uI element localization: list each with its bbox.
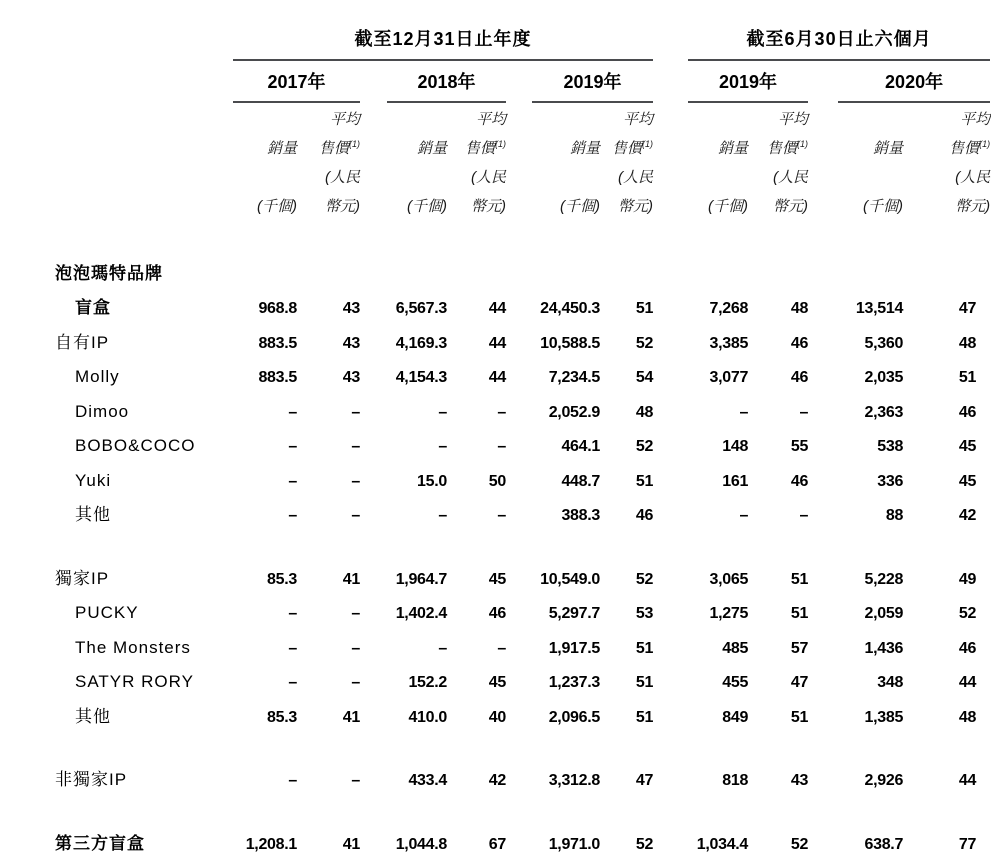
- price-column-header: 平均 售價$^{(1)}$ (人民 幣元): [612, 111, 654, 215]
- column-gap: [506, 391, 532, 426]
- value-cell: 485: [722, 639, 749, 657]
- value-cell: –: [351, 507, 360, 524]
- row-label: Molly: [75, 367, 120, 386]
- table-row: [55, 593, 990, 628]
- value-cell: –: [799, 403, 809, 421]
- column-gap: [653, 662, 688, 697]
- price-column-header: 平均 售價$^{(1)}$ (人民 幣元): [464, 111, 506, 215]
- column-gap: [653, 495, 688, 530]
- value-cell: 2,035: [864, 369, 904, 386]
- row-label: 第三方盲盒: [55, 833, 145, 853]
- value-cell: 15.0: [417, 472, 447, 490]
- value-cell: 51: [635, 300, 654, 317]
- value-cell: 52: [790, 835, 809, 853]
- spacer-cell: [55, 794, 990, 823]
- column-gap: [808, 357, 838, 392]
- value-cell: 49: [958, 570, 977, 588]
- value-cell: 51: [790, 605, 809, 622]
- value-cell: 7,268: [709, 300, 749, 317]
- value-cell: –: [288, 507, 297, 524]
- column-gap: [506, 60, 532, 102]
- value-cell: 54: [635, 369, 654, 386]
- price-column-header: 平均 售價$^{(1)}$ (人民 幣元): [318, 111, 360, 215]
- value-cell: 148: [722, 438, 749, 455]
- value-cell: 46: [958, 403, 977, 421]
- value-cell: 7,234.5: [548, 369, 600, 386]
- value-cell: 48: [958, 708, 977, 726]
- value-cell: 13,514: [855, 300, 904, 317]
- column-gap: [808, 627, 838, 662]
- volume-column-header: 銷量 (千個): [257, 140, 297, 215]
- price-column-header: 平均 售價$^{(1)}$ (人民 幣元): [949, 111, 991, 215]
- value-cell: 1,034.4: [696, 835, 749, 853]
- table-row: [55, 288, 990, 323]
- value-cell: 48: [635, 403, 654, 421]
- value-cell: [297, 253, 360, 288]
- value-cell: 448.7: [561, 472, 600, 490]
- column-gap: [506, 426, 532, 461]
- column-gap: [360, 627, 387, 662]
- row-label: Yuki: [75, 470, 112, 490]
- value-cell: –: [351, 403, 360, 421]
- table-row: [55, 426, 990, 461]
- value-cell: 46: [790, 369, 809, 386]
- group-gap: [653, 102, 688, 221]
- value-cell: 52: [635, 334, 654, 352]
- column-gap: [506, 593, 532, 628]
- value-cell: –: [351, 605, 360, 622]
- value-cell: [447, 253, 506, 288]
- value-cell: 968.8: [258, 300, 297, 317]
- footnote-marker: (1): [979, 139, 991, 149]
- value-cell: [532, 253, 600, 288]
- column-gap: [360, 391, 387, 426]
- value-cell: 46: [790, 334, 809, 352]
- value-cell: 44: [958, 674, 977, 691]
- value-cell: 45: [958, 438, 977, 455]
- value-cell: 2,363: [864, 403, 904, 421]
- column-gap: [506, 627, 532, 662]
- value-cell: 51: [635, 708, 654, 726]
- column-gap: [506, 558, 532, 593]
- value-cell: 47: [790, 674, 809, 691]
- row-label: 非獨家IP: [55, 770, 128, 789]
- value-cell: 2,052.9: [548, 403, 600, 421]
- column-gap: [360, 322, 387, 357]
- value-cell: 48: [790, 300, 809, 317]
- value-cell: 10,549.0: [540, 570, 600, 588]
- value-cell: 43: [342, 369, 360, 386]
- value-cell: 433.4: [408, 772, 447, 789]
- value-cell: 43: [342, 334, 360, 352]
- column-gap: [808, 102, 838, 221]
- value-cell: 6,567.3: [395, 300, 447, 317]
- value-cell: 48: [958, 334, 977, 352]
- value-cell: 1,237.3: [548, 674, 600, 691]
- value-cell: 1,402.4: [395, 605, 447, 622]
- value-cell: 53: [635, 605, 654, 622]
- column-gap: [360, 495, 387, 530]
- row-label: BOBO&COCO: [75, 436, 196, 455]
- value-cell: 41: [342, 708, 360, 726]
- spacer-cell: [55, 529, 990, 558]
- row-label: 其他: [75, 706, 111, 726]
- value-cell: 52: [958, 605, 977, 622]
- column-gap: [360, 253, 387, 288]
- column-gap: [808, 253, 838, 288]
- value-cell: 42: [488, 772, 506, 789]
- value-cell: 161: [722, 472, 749, 490]
- value-cell: –: [351, 438, 360, 455]
- value-cell: 849: [722, 708, 749, 726]
- table-row: [55, 460, 990, 495]
- column-gap: [506, 357, 532, 392]
- column-gap: [653, 823, 688, 858]
- value-cell: 1,385: [864, 708, 904, 726]
- column-gap: [808, 495, 838, 530]
- row-label: 泡泡瑪特品牌: [55, 263, 163, 283]
- value-cell: –: [351, 674, 360, 691]
- prospectus-page: [0, 18, 991, 853]
- table-row: [55, 760, 990, 795]
- table-row: [55, 627, 990, 662]
- value-cell: –: [497, 507, 506, 524]
- column-gap: [653, 322, 688, 357]
- label-column-spacer: [55, 60, 233, 102]
- value-cell: 43: [342, 300, 360, 317]
- value-cell: 51: [790, 708, 809, 726]
- value-cell: 46: [790, 472, 809, 490]
- value-cell: –: [799, 507, 809, 524]
- column-gap: [506, 696, 532, 731]
- value-cell: [600, 253, 653, 288]
- group-gap: [653, 18, 688, 60]
- value-cell: –: [351, 639, 360, 657]
- price-column-header: 平均 售價$^{(1)}$ (人民 幣元): [767, 111, 809, 215]
- year-header-2017: 2017年: [233, 60, 360, 102]
- column-gap: [506, 823, 532, 858]
- value-cell: –: [288, 438, 297, 455]
- footnote-marker: (1): [495, 139, 506, 149]
- value-cell: [688, 253, 748, 288]
- column-gap: [653, 391, 688, 426]
- value-cell: 44: [958, 772, 977, 789]
- group-gap: [653, 60, 688, 102]
- value-cell: 4,154.3: [395, 369, 447, 386]
- column-gap: [808, 696, 838, 731]
- column-gap: [653, 627, 688, 662]
- table-row: [55, 696, 990, 731]
- row-label: Dimoo: [75, 401, 130, 421]
- value-cell: 1,917.5: [548, 639, 600, 657]
- value-cell: 348: [877, 674, 904, 691]
- value-cell: 3,077: [709, 369, 749, 386]
- column-gap: [506, 760, 532, 795]
- value-cell: 51: [958, 369, 977, 386]
- table-row: [55, 662, 990, 697]
- column-gap: [506, 460, 532, 495]
- value-cell: [903, 253, 990, 288]
- column-gap: [653, 357, 688, 392]
- value-cell: 40: [488, 708, 506, 726]
- value-cell: 3,385: [709, 334, 749, 352]
- value-cell: 44: [488, 334, 506, 352]
- value-cell: 41: [342, 835, 360, 853]
- value-cell: 44: [488, 300, 506, 317]
- footnote-marker: (1): [642, 139, 654, 149]
- value-cell: –: [438, 639, 447, 657]
- year-header-2019-interim: 2019年: [688, 60, 808, 102]
- table-row: [55, 253, 990, 288]
- value-cell: –: [351, 472, 360, 490]
- period-group-header-row: [55, 18, 990, 60]
- value-cell: 388.3: [561, 507, 600, 524]
- value-cell: 85.3: [267, 708, 297, 726]
- value-cell: 4,169.3: [395, 334, 447, 352]
- column-gap: [653, 288, 688, 323]
- value-cell: 3,312.8: [548, 772, 600, 789]
- year-header-2018: 2018年: [387, 60, 506, 102]
- value-cell: 77: [958, 835, 977, 853]
- value-cell: –: [438, 403, 447, 421]
- value-cell: 45: [488, 570, 506, 588]
- table-row: [55, 357, 990, 392]
- value-cell: 1,436: [864, 639, 904, 657]
- column-gap: [653, 593, 688, 628]
- value-cell: –: [739, 403, 749, 421]
- value-cell: 46: [958, 639, 977, 657]
- row-label: The Monsters: [75, 637, 191, 657]
- value-cell: 51: [635, 639, 654, 657]
- table-row: [55, 391, 990, 426]
- header-body-gap: [55, 221, 990, 253]
- value-cell: 67: [488, 835, 506, 853]
- value-cell: 52: [635, 570, 654, 588]
- label-column-spacer: [55, 102, 233, 221]
- row-label: 盲盒: [75, 298, 111, 317]
- column-gap: [808, 760, 838, 795]
- value-cell: 47: [958, 300, 977, 317]
- value-cell: 50: [488, 472, 506, 490]
- column-gap: [506, 288, 532, 323]
- row-label: 自有IP: [55, 332, 110, 352]
- table-row: [55, 322, 990, 357]
- row-label: PUCKY: [75, 603, 139, 622]
- value-cell: 43: [790, 772, 809, 789]
- year-header-2020-interim: 2020年: [838, 60, 990, 102]
- column-gap: [808, 288, 838, 323]
- column-gap: [808, 391, 838, 426]
- value-cell: –: [288, 639, 297, 657]
- value-cell: [233, 253, 297, 288]
- row-label: SATYR RORY: [75, 672, 194, 691]
- value-cell: 1,208.1: [245, 835, 297, 853]
- value-cell: 336: [877, 472, 904, 490]
- value-cell: 51: [790, 570, 809, 588]
- value-cell: 883.5: [258, 369, 297, 386]
- column-gap: [808, 593, 838, 628]
- row-label: 其他: [75, 505, 111, 524]
- value-cell: 45: [488, 674, 506, 691]
- column-gap: [506, 495, 532, 530]
- spacer-cell: [55, 731, 990, 760]
- column-gap: [360, 696, 387, 731]
- footnote-marker: (1): [797, 139, 809, 149]
- value-cell: 410.0: [408, 708, 447, 726]
- value-cell: –: [497, 403, 506, 421]
- column-gap: [360, 102, 387, 221]
- value-cell: –: [438, 438, 447, 455]
- value-cell: 2,059: [864, 605, 904, 622]
- value-cell: –: [497, 639, 506, 657]
- table-body: [55, 253, 990, 858]
- value-cell: 464.1: [561, 438, 600, 455]
- value-cell: 1,971.0: [548, 835, 600, 853]
- sales-volume-asp-table: [55, 18, 990, 858]
- value-cell: –: [288, 472, 297, 490]
- column-gap: [808, 823, 838, 858]
- value-cell: 47: [635, 772, 654, 789]
- column-gap: [506, 662, 532, 697]
- value-cell: 57: [790, 639, 809, 657]
- table-row: [55, 823, 990, 858]
- value-cell: [387, 253, 447, 288]
- value-cell: 51: [635, 472, 654, 490]
- value-cell: –: [739, 507, 749, 524]
- value-cell: 538: [877, 438, 904, 455]
- column-gap: [808, 322, 838, 357]
- value-cell: –: [288, 674, 297, 691]
- column-gap: [653, 558, 688, 593]
- value-cell: 52: [635, 835, 654, 853]
- column-gap: [808, 558, 838, 593]
- value-cell: 2,926: [864, 772, 904, 789]
- column-gap: [808, 460, 838, 495]
- value-cell: 5,297.7: [548, 605, 600, 622]
- value-cell: –: [288, 605, 297, 622]
- column-gap: [360, 823, 387, 858]
- value-cell: 5,360: [864, 334, 904, 352]
- column-gap: [808, 60, 838, 102]
- row-label: 獨家IP: [55, 568, 110, 588]
- value-cell: 45: [958, 472, 977, 490]
- column-gap: [653, 426, 688, 461]
- column-gap: [506, 322, 532, 357]
- value-cell: 883.5: [258, 334, 297, 352]
- value-cell: 1,275: [709, 605, 749, 622]
- column-gap: [808, 662, 838, 697]
- value-cell: 46: [488, 605, 506, 622]
- value-cell: 51: [635, 674, 654, 691]
- value-cell: –: [288, 403, 297, 421]
- value-cell: 42: [958, 507, 977, 524]
- value-cell: 818: [722, 772, 749, 789]
- table-row: [55, 558, 990, 593]
- column-gap: [653, 696, 688, 731]
- value-cell: 638.7: [864, 835, 904, 853]
- column-gap: [653, 760, 688, 795]
- value-cell: 455: [722, 674, 749, 691]
- value-cell: 10,588.5: [540, 334, 600, 352]
- value-cell: 88: [885, 507, 904, 524]
- spacer-row: [55, 794, 990, 823]
- column-gap: [360, 288, 387, 323]
- value-cell: 24,450.3: [540, 300, 600, 317]
- column-gap: [360, 60, 387, 102]
- value-cell: [838, 253, 903, 288]
- year-header-2019: 2019年: [532, 60, 653, 102]
- value-cell: [748, 253, 808, 288]
- period-header-interim: 截至6月30日止六個月: [688, 18, 990, 60]
- footnote-marker: (1): [349, 139, 360, 149]
- column-gap: [808, 426, 838, 461]
- value-cell: –: [438, 507, 447, 524]
- column-gap: [360, 558, 387, 593]
- column-gap: [360, 357, 387, 392]
- column-gap: [360, 593, 387, 628]
- spacer-row: [55, 731, 990, 760]
- column-gap: [653, 253, 688, 288]
- column-gap: [506, 253, 532, 288]
- spacer-row: [55, 529, 990, 558]
- column-gap: [506, 102, 532, 221]
- volume-column-header: 銷量 (千個): [560, 140, 600, 215]
- value-cell: 3,065: [709, 570, 749, 588]
- volume-column-header: 銷量 (千個): [863, 140, 904, 215]
- value-cell: 85.3: [267, 570, 297, 588]
- value-cell: 44: [488, 369, 506, 386]
- value-cell: 46: [635, 507, 654, 524]
- value-cell: –: [288, 772, 297, 789]
- column-gap: [360, 662, 387, 697]
- volume-column-header: 銷量 (千個): [708, 140, 749, 215]
- column-gap: [653, 460, 688, 495]
- value-cell: –: [497, 438, 506, 455]
- value-cell: 2,096.5: [548, 708, 600, 726]
- value-cell: –: [351, 772, 360, 789]
- period-header-annual: 截至12月31日止年度: [233, 18, 653, 60]
- value-cell: 52: [635, 438, 654, 455]
- value-cell: 41: [342, 570, 360, 588]
- value-cell: 55: [790, 438, 809, 455]
- column-gap: [360, 760, 387, 795]
- table-row: [55, 495, 990, 530]
- column-gap: [360, 426, 387, 461]
- column-header-row: [55, 102, 990, 221]
- volume-column-header: 銷量 (千個): [407, 140, 447, 215]
- column-gap: [360, 460, 387, 495]
- year-header-row: [55, 60, 990, 102]
- value-cell: 1,964.7: [395, 570, 447, 588]
- value-cell: 1,044.8: [395, 835, 447, 853]
- value-cell: 152.2: [408, 674, 447, 691]
- label-column-spacer: [55, 18, 233, 60]
- value-cell: 5,228: [864, 570, 904, 588]
